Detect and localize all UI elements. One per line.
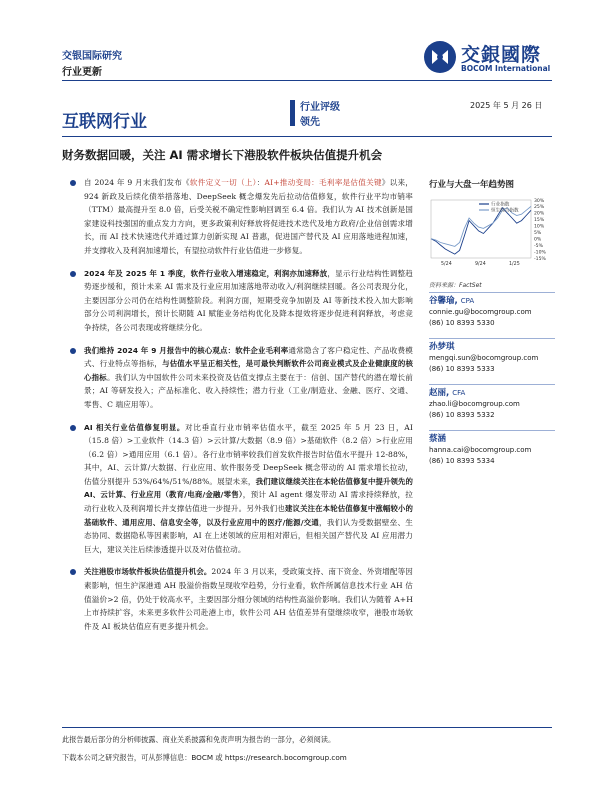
bullet-paragraph [70,176,413,258]
bullet-text: ，我们认为受数据壁垒、生态协同、数据隐私等因素影响，AI 在上述领域的应用相对滞后，但相关国产替代及 AI 应用潜力巨大，建议关注后续渗透提升以及对估值拉动。 [84,517,413,554]
bullet-text: 》以来，924 新政及后续化债举措落地、DeepSeek 概念爆发先后拉动估值修复，软件行业平均市销率（TTM）最高提升至 8.0 倍，后受关税不确定性影响回调至 6.4 倍。我们认为 AI 技术创新是国家建设科技强国的重点发力方向，更多政策利好释放将促进技术迭代及地方政府/企业信创需求增长，而 AI 技术快速迭代并通过算力创新实现 AI 普惠，促进国产替代及 AI 应用落地进程加速，并支撑收入及利润加速增长，有望拉动软件行业估值进一步修复。 [84,178,413,255]
analyst-phone: (86) 10 8393 5334 [429,457,495,465]
analyst-card [429,434,555,467]
y-tick-label: 15% [534,218,545,224]
report-date: 2025 年 5 月 26 日 [470,101,543,110]
analyst-title: CPA [460,297,475,305]
analyst-divider [429,430,555,431]
y-tick-label: 0% [534,237,542,243]
bullet-text: ，预计 AI agent 爆发带动 AI 需求持续释放，拉动行业收入及利润增长并支撑估值进一步提升。另外我们也 [84,490,413,514]
industry-name: 互联网行业 [62,112,147,132]
body-column [70,176,413,642]
bullet-paragraph [70,421,413,557]
y-tick-label: -15% [534,256,546,262]
report-title: 财务数据回暖，关注 AI 需求增长下港股软件板块估值提升机会 [62,148,383,162]
disclosure-note: 此报告最后部分的分析师披露、商业关系披露和免责声明为报告的一部分，必须阅读。 [62,735,336,744]
analyst-card [429,388,555,421]
bullet-highlight: 我们建议继续关注在本轮估值修复中提升领先的 AI、云计算、行业应用（教育/电商/金融/零售） [84,476,413,500]
y-tick-label: 25% [534,205,545,211]
y-tick-label: 20% [534,211,545,217]
bullet-text: 通常隐含了客户稳定性、产品收费模式、行业特点等指标， [84,345,414,369]
bullet-text: 2024 年 3 月以来，受政策支持、南下资金、外资增配等因素影响，恒生沪深港通 AH 股溢价指数呈现收窄趋势，分行业看，软件所属信息技术行业 AH 估值溢价>2 倍，仍处于较高水平，主要因部分细分领域的结构性高溢价影响。我们认为随着 A+H 上市持续扩容，未来更多软件公司赴港上市，软件公司 AH 估值差异有望继续收窄，港股市场软件及 AI 板块估值应有更多提升机会。 [84,567,413,631]
analyst-email[interactable]: zhao.li@bocomgroup.com [429,400,520,408]
analyst-name: 谷馨瑜, CPA [429,296,475,306]
bullet-highlight: AI 相关行业估值修复明显。 [84,422,186,432]
logo-mark-icon [423,40,457,74]
y-tick-label: -5% [534,243,543,249]
bullet-highlight: 与估值水平呈正相关性，是可最快判断软件公司商业模式及企业健康度的核心指标 [84,359,413,382]
analyst-email[interactable]: connie.gu@bocomgroup.com [429,308,532,316]
analyst-name [429,342,555,353]
logo-text-en: BOCOM International [461,64,551,73]
legend-entry: 行业指数 [491,202,510,208]
company-logo [423,40,563,76]
title-divider [62,136,552,137]
bullet-text: ，显示行业结构性调整趋势逐步缓和，预计未来 AI 需求及行业应用加速落地带动收入/利润继续回暖。各公司表现分化，主要因部分公司仍在结构性调整阶段。利润方面，短期受竞争加剧及 AI 等新技术投入加大影响部分公司利润增长，预计长期随 AI 赋能业务结构优化及降本提效将逐步促进利润释放，考虑竞争持续，各公司表现或将继续分化。 [84,268,413,332]
bullet-paragraph [70,267,413,335]
x-tick-label: 9/24 [475,262,486,267]
legend-entry: 恒生综合指数 [491,208,519,214]
report-link[interactable]: AI+推动变局：毛利率是估值关键 [264,178,382,187]
rating-value: 领先 [300,117,320,128]
y-tick-label: 30% [534,198,545,204]
analyst-phone: (86) 10 8393 5332 [429,411,495,419]
bullet-highlight: 关注港股市场软件板块估值提升机会。 [84,567,212,577]
analyst-email[interactable]: hanna.cai@bocomgroup.com [429,446,532,454]
y-tick-label: -10% [534,250,546,256]
analyst-divider [429,292,555,293]
bullet-text: ： [256,178,265,187]
bullet-text: 自 2024 年 9 月末我们发布《 [84,178,190,187]
bullet-highlight: 建议关注在本轮估值修复中涨幅较小的基础软件、通用应用、信息安全等，以及行业应用中的医疗/能源/交通 [84,504,413,527]
bullet-text: 对比垂直行业市销率估值水平，截至 2025 年 5 月 23 日，AI（15.8 倍）>工业软件（14.3 倍）>云计算/大数据（8.9 倍）>基础软件（8.2 倍）>行业应用（6.2 倍）>通用应用（6.1 倍）。各行业市销率较我们首发软件报告时估值水平提升 12-88%，其中，AI、云计算/大数据、行业应用、软件服务受 DeepSeek 概念带动的 AI 需求增长拉动，估值分别提升 53%/64%/51%/88%。展望未来， [84,422,413,486]
bullet-paragraph [70,344,413,412]
report-link[interactable]: 软件定义一切（上） [189,178,257,187]
chart-source: 资料来源：FactSet [429,282,482,289]
analyst-card [429,296,555,329]
analyst-name-text: 谷馨瑜 [429,296,455,306]
analyst-email[interactable]: mengqi.sun@bocomgroup.com [429,354,539,362]
bullet-paragraph [70,565,413,633]
analyst-name-text: 赵丽 [429,388,447,398]
trend-chart [427,192,555,274]
bullet-highlight: 软件企业毛利率 [235,345,289,355]
firm-name: 交银国际研究 [62,51,122,62]
chart-title: 行业与大盘一年趋势图 [429,180,515,190]
analyst-name-text: 蔡涵 [429,434,447,444]
analyst-name [429,434,555,445]
x-tick-label: 1/25 [509,262,520,267]
download-note: 下载本公司之研究报告，可从彭博信息：BOCM 或 https://research.bocomgroup.com [62,753,347,762]
report-type: 行业更新 [62,67,102,78]
bullet-highlight: 我们维持 2024 年 9 月报告中的核心观点： [84,345,236,355]
analyst-phone: (86) 10 8393 5330 [429,319,495,327]
analyst-card [429,342,555,375]
header-divider [62,80,552,81]
x-tick-label: 5/24 [441,262,452,267]
rating-accent-bar [290,100,295,126]
analyst-phone: (86) 10 8393 5333 [429,365,495,373]
logo-text-cn: 交銀國際 [461,44,542,66]
rating-label: 行业评级 [300,102,340,113]
analyst-name: 赵丽, CFA [429,388,466,398]
bullet-text: 。我们认为中国软件公司未来投资及估值支撑点主要在于：信创、国产替代的潜在增长前景；AI 等研发投入；产品标准化、收入持续性；潜力行业（工业/制造业、金融、医疗、交通、零售、C 端应用等）。 [84,372,413,409]
analyst-name-text: 孙梦琪 [429,342,455,352]
y-tick-label: 10% [534,224,545,230]
analyst-title: CFA [452,389,466,397]
analyst-divider [429,338,555,339]
bullet-highlight: 2024 年及 2025 年 1 季度，软件行业收入增速稳定，利润亦加速释放 [84,268,328,278]
y-tick-label: 5% [534,231,542,237]
footer-divider [62,727,552,728]
analyst-divider [429,384,555,385]
